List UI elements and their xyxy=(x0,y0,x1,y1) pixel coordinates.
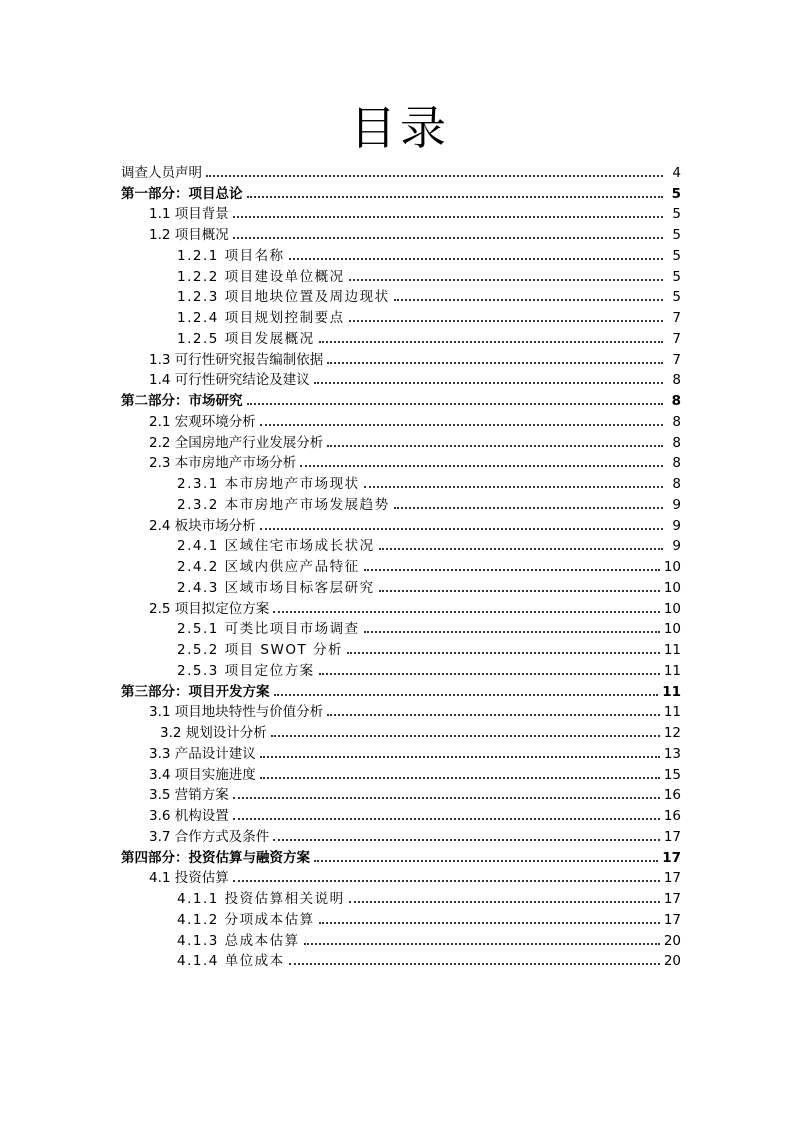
dot-leader xyxy=(247,196,664,198)
toc-entry[interactable] xyxy=(121,202,681,223)
toc-entry-page-number: 17 xyxy=(663,911,681,928)
table-of-contents xyxy=(121,160,681,969)
toc-entry-title: 4.1.4 单位成本 xyxy=(177,953,285,970)
toc-entry-title: 1.1 项目背景 xyxy=(149,206,229,223)
toc-entry-page-number: 9 xyxy=(672,538,681,555)
toc-entry-page-number: 10 xyxy=(663,600,681,617)
toc-entry-title: 2.5.3 项目定位方案 xyxy=(177,662,315,679)
toc-entry[interactable] xyxy=(121,492,681,513)
toc-entry-page-number: 7 xyxy=(672,351,681,368)
toc-entry-page-number: 8 xyxy=(672,413,681,430)
toc-entry-title: 1.3 可行性研究报告编制依据 xyxy=(149,351,324,368)
toc-entry-page-number: 8 xyxy=(672,455,681,472)
toc-entry[interactable] xyxy=(121,347,681,368)
toc-entry-page-number: 11 xyxy=(663,642,681,658)
toc-entry[interactable] xyxy=(121,368,681,389)
toc-entry-title: 4.1 投资估算 xyxy=(149,870,229,887)
dot-leader xyxy=(233,237,663,239)
toc-entry[interactable] xyxy=(121,451,681,472)
toc-entry[interactable] xyxy=(121,534,681,555)
dot-leader xyxy=(319,341,663,343)
toc-entry-page-number: 16 xyxy=(663,787,681,804)
toc-entry[interactable] xyxy=(121,658,681,679)
toc-entry-title: 1.2.1 项目名称 xyxy=(177,247,285,264)
toc-entry-title: 2.5.1 可类比项目市场调查 xyxy=(177,621,360,638)
toc-entry-page-number: 8 xyxy=(672,434,681,451)
dot-leader xyxy=(233,818,660,820)
toc-entry-title: 3.6 机构设置 xyxy=(149,808,229,824)
toc-entry-page-number: 11 xyxy=(662,683,681,700)
dot-leader xyxy=(273,839,660,841)
toc-entry-page-number: 5 xyxy=(671,185,681,202)
toc-entry-title: 1.2 项目概况 xyxy=(149,227,229,243)
toc-entry[interactable] xyxy=(121,783,681,804)
dot-leader xyxy=(314,860,658,862)
toc-entry[interactable] xyxy=(121,471,681,492)
toc-entry[interactable] xyxy=(121,762,681,783)
toc-entry-page-number: 17 xyxy=(662,849,681,866)
toc-entry-title: 2.1 宏观环境分析 xyxy=(149,413,256,430)
toc-entry-page-number: 13 xyxy=(663,745,681,762)
toc-entry-page-number: 11 xyxy=(663,704,681,721)
toc-entry-page-number: 4 xyxy=(672,164,681,181)
toc-entry-page-number: 7 xyxy=(672,310,681,326)
toc-entry-title: 1.2.3 项目地块位置及周边现状 xyxy=(177,289,390,306)
dot-leader xyxy=(271,735,660,737)
toc-entry-page-number: 8 xyxy=(671,393,681,409)
toc-entry[interactable] xyxy=(121,513,681,534)
dot-leader xyxy=(379,590,660,592)
toc-entry-page-number: 5 xyxy=(672,247,681,264)
toc-entry[interactable] xyxy=(121,741,681,762)
toc-entry-title: 4.1.3 总成本估算 xyxy=(177,932,300,949)
toc-entry-title: 3.2 规划设计分析 xyxy=(160,725,267,741)
toc-entry-page-number: 5 xyxy=(672,289,681,306)
toc-entry[interactable] xyxy=(121,700,681,721)
toc-entry-page-number: 12 xyxy=(663,725,681,741)
toc-entry-page-number: 20 xyxy=(663,932,681,949)
toc-entry-page-number: 11 xyxy=(663,662,681,679)
toc-entry[interactable] xyxy=(121,409,681,430)
toc-entry[interactable] xyxy=(121,575,681,596)
dot-leader xyxy=(206,175,663,177)
toc-entry-page-number: 10 xyxy=(663,621,681,638)
toc-entry-page-number: 20 xyxy=(663,953,681,970)
dot-leader xyxy=(319,673,660,675)
dot-leader xyxy=(394,507,663,509)
dot-leader xyxy=(233,216,663,218)
toc-entry-title: 3.7 合作方式及条件 xyxy=(149,828,270,845)
toc-entry-page-number: 10 xyxy=(663,559,681,575)
toc-entry[interactable] xyxy=(121,886,681,907)
toc-entry-title: 第二部分：市场研究 xyxy=(121,393,243,409)
toc-entry-title: 3.5 营销方案 xyxy=(149,787,229,804)
toc-entry-title: 2.5.2 项目 SWOT 分析 xyxy=(177,642,344,658)
dot-leader xyxy=(364,569,660,571)
toc-entry-page-number: 5 xyxy=(672,227,681,243)
toc-entry-title: 1.2.4 项目规划控制要点 xyxy=(177,310,345,326)
toc-entry[interactable] xyxy=(121,160,681,181)
toc-entry[interactable] xyxy=(121,679,681,700)
dot-leader xyxy=(379,548,663,550)
toc-entry[interactable] xyxy=(121,285,681,306)
toc-entry-title: 1.2.5 项目发展概况 xyxy=(177,330,315,347)
toc-entry-page-number: 10 xyxy=(663,579,681,596)
dot-leader xyxy=(289,963,660,965)
toc-entry[interactable] xyxy=(121,637,681,658)
toc-entry[interactable] xyxy=(121,430,681,451)
toc-entry[interactable] xyxy=(121,264,681,285)
toc-entry-title: 调查人员声明 xyxy=(121,164,202,181)
dot-leader xyxy=(349,901,660,903)
dot-leader xyxy=(260,756,660,758)
dot-leader xyxy=(349,320,663,322)
toc-entry-title: 第一部分：项目总论 xyxy=(121,185,243,202)
toc-entry-title: 2.2 全国房地产行业发展分析 xyxy=(149,434,324,451)
toc-entry-title: 2.4.2 区域内供应产品特征 xyxy=(177,559,360,575)
toc-entry-page-number: 17 xyxy=(663,891,681,907)
toc-entry-title: 1.4 可行性研究结论及建议 xyxy=(149,372,310,389)
dot-leader xyxy=(274,694,659,696)
toc-entry[interactable] xyxy=(121,803,681,824)
toc-entry-title: 2.5 项目拟定位方案 xyxy=(149,600,270,617)
toc-entry-title: 3.1 项目地块特性与价值分析 xyxy=(149,704,324,721)
dot-leader xyxy=(247,403,664,405)
toc-entry-page-number: 7 xyxy=(672,330,681,347)
toc-entry[interactable] xyxy=(121,305,681,326)
dot-leader xyxy=(347,652,660,654)
toc-entry-title: 1.2.2 项目建设单位概况 xyxy=(177,268,345,285)
toc-entry-page-number: 5 xyxy=(672,268,681,285)
toc-entry[interactable] xyxy=(121,720,681,741)
dot-leader xyxy=(260,777,660,779)
toc-entry-title: 第四部分：投资估算与融资方案 xyxy=(121,849,310,866)
toc-entry-page-number: 17 xyxy=(663,828,681,845)
dot-leader xyxy=(364,631,660,633)
toc-entry-title: 2.3 本市房地产市场分析 xyxy=(149,455,297,472)
toc-entry-page-number: 8 xyxy=(672,372,681,389)
toc-entry[interactable] xyxy=(121,388,681,409)
toc-entry[interactable] xyxy=(121,617,681,638)
toc-entry-title: 3.4 项目实施进度 xyxy=(149,766,256,783)
toc-entry-title: 2.4.3 区域市场目标客层研究 xyxy=(177,579,375,596)
dot-leader xyxy=(319,922,660,924)
dot-leader xyxy=(273,611,660,613)
toc-entry-title: 4.1.1 投资估算相关说明 xyxy=(177,891,345,907)
dot-leader xyxy=(260,424,663,426)
toc-entry-title: 4.1.2 分项成本估算 xyxy=(177,911,315,928)
toc-entry[interactable] xyxy=(121,243,681,264)
toc-entry-title: 2.3.1 本市房地产市场现状 xyxy=(177,476,360,492)
toc-entry-title: 2.4.1 区域住宅市场成长状况 xyxy=(177,538,375,555)
dot-leader xyxy=(260,528,663,530)
toc-entry[interactable] xyxy=(121,845,681,866)
dot-leader xyxy=(327,445,663,447)
dot-leader xyxy=(314,382,663,384)
toc-entry-page-number: 9 xyxy=(672,517,681,534)
toc-entry-page-number: 5 xyxy=(672,206,681,223)
toc-entry[interactable] xyxy=(121,866,681,887)
dot-leader xyxy=(300,465,663,467)
toc-entry-page-number: 8 xyxy=(672,476,681,492)
dot-leader xyxy=(327,362,663,364)
toc-entry[interactable] xyxy=(121,928,681,949)
toc-entry[interactable] xyxy=(121,554,681,575)
dot-leader xyxy=(364,486,663,488)
toc-entry[interactable] xyxy=(121,326,681,347)
page-title: 目录 xyxy=(350,101,450,155)
toc-entry[interactable] xyxy=(121,181,681,202)
dot-leader xyxy=(349,279,663,281)
dot-leader xyxy=(304,943,660,945)
toc-entry-page-number: 16 xyxy=(663,808,681,824)
toc-entry-page-number: 9 xyxy=(672,496,681,513)
toc-entry-page-number: 17 xyxy=(663,870,681,887)
toc-entry-page-number: 15 xyxy=(663,766,681,783)
dot-leader xyxy=(394,299,663,301)
toc-entry-title: 第三部分：项目开发方案 xyxy=(121,683,270,700)
toc-entry-title: 3.3 产品设计建议 xyxy=(149,745,256,762)
toc-entry-title: 2.4 板块市场分析 xyxy=(149,517,256,534)
toc-entry[interactable] xyxy=(121,907,681,928)
toc-entry[interactable] xyxy=(121,949,681,970)
toc-entry-title: 2.3.2 本市房地产市场发展趋势 xyxy=(177,496,390,513)
dot-leader xyxy=(327,714,660,716)
toc-entry[interactable] xyxy=(121,824,681,845)
toc-entry[interactable] xyxy=(121,596,681,617)
toc-entry[interactable] xyxy=(121,222,681,243)
dot-leader xyxy=(233,880,660,882)
dot-leader xyxy=(233,797,660,799)
dot-leader xyxy=(289,258,663,260)
